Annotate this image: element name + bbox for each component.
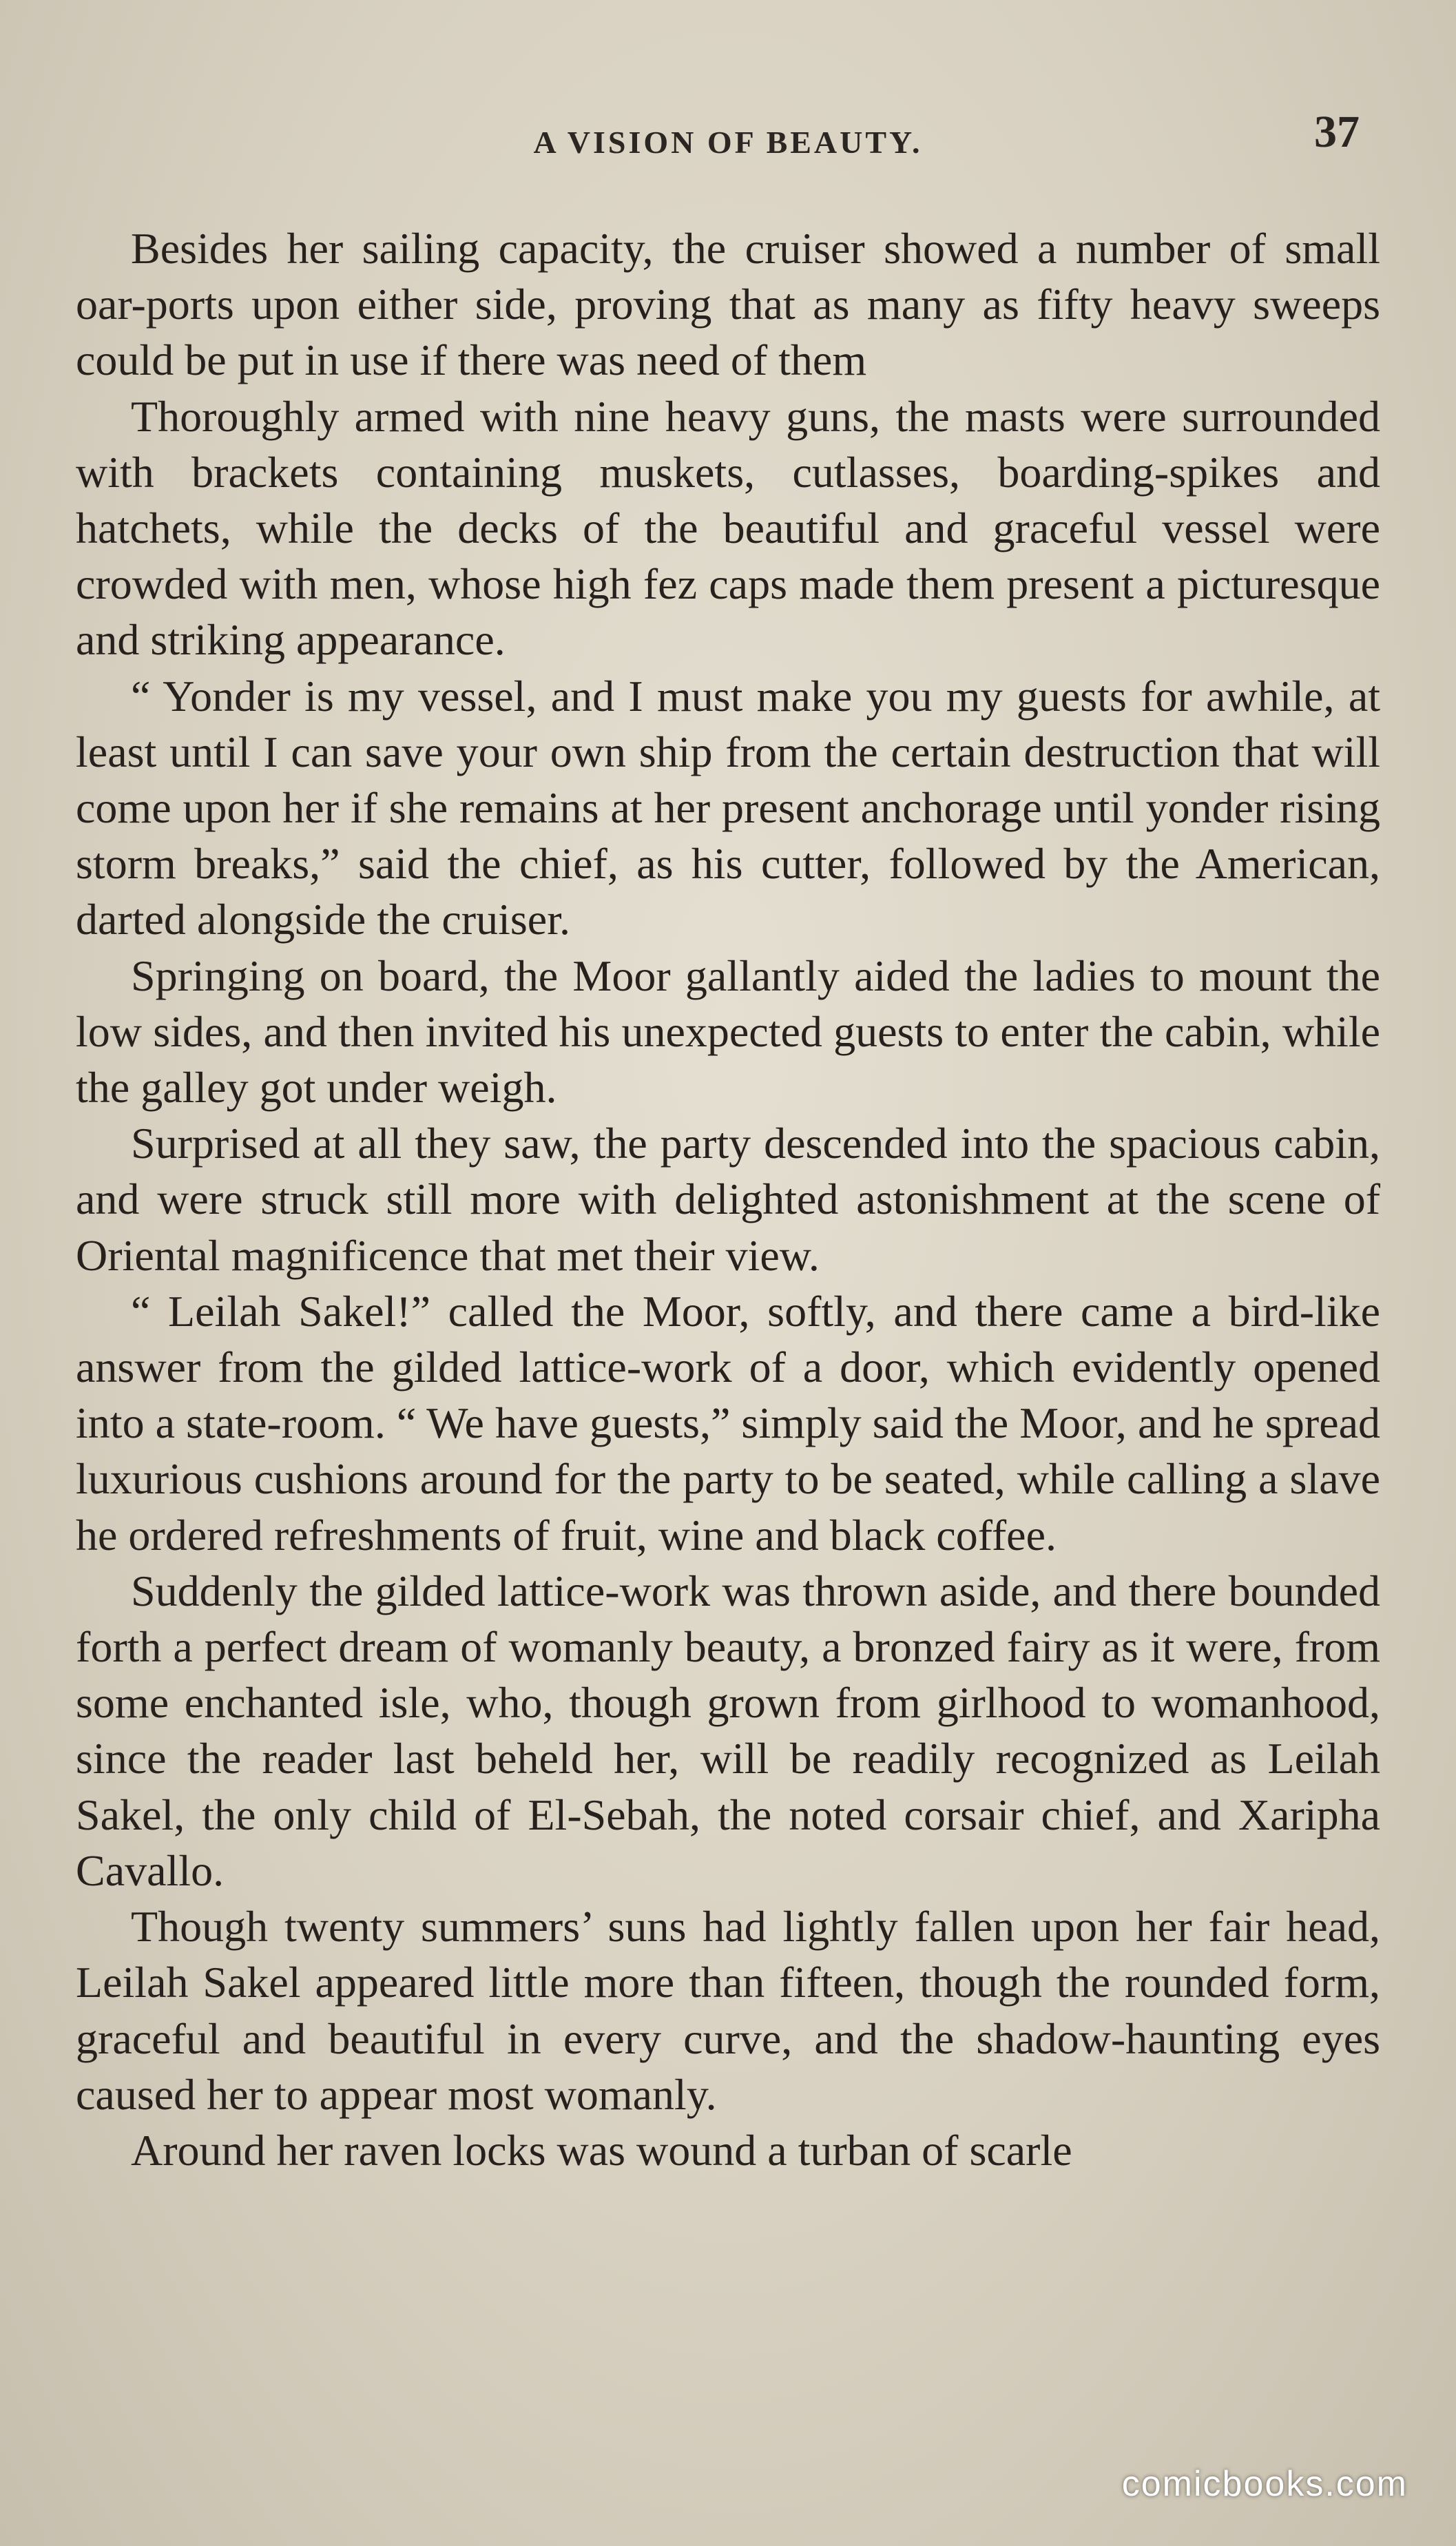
page-header [76,103,1380,179]
paragraph: Thoroughly armed with nine heavy guns, the masts were surrounded with brackets containing muskets, cutlasses, boarding-spikes and hatchets, while the decks of the beautiful and graceful vessel were crowded with men, whose high fez caps made them present a picturesque and striking appearance. [76,391,1380,665]
paragraph: Though twenty summers’ suns had lightly fallen upon her fair head, Leilah Sakel appeared little more than fifteen, though the rounded form, graceful and beautiful in every curve, and the shadow-haunting eyes caused her to appear most womanly. [76,1902,1380,2119]
watermark: comicbooks.com [1121,2464,1408,2504]
paragraph: Around her raven locks was wound a turban of scarle [131,2125,1072,2175]
running-title: A VISION OF BEAUTY. [533,125,923,160]
paragraph: “ Yonder is my vessel, and I must make you my guests for awhile, at least until I can save your own ship from the certain destruction that will come upon her if she remains at her present anchorage until yonder rising storm breaks,” said the chief, as his cutter, followed by the American, darted alongside the cruiser. [76,671,1380,944]
paragraph: Suddenly the gilded lattice-work was thrown aside, and there bounded forth a perfect dream of womanly beauty, a bronzed fairy as it were, from some enchanted isle, who, though grown from girlhood to womanhood, since the reader last beheld her, will be readily recognized as Leilah Sakel, the only child of El-Sebah, the noted corsair chief, and Xaripha Cavallo. [76,1566,1380,1895]
paragraph: Surprised at all they saw, the party descended into the spacious cabin, and were struck still more with delighted astonishment at the scene of Oriental magnificence that met their view. [76,1119,1380,1280]
paragraph: Besides her sailing capacity, the cruiser showed a number of small oar-ports upon either side, proving that as many as fifty heavy sweeps could be put in use if there was need of them [76,224,1380,385]
paragraph: “ Leilah Sakel!” called the Moor, softly, and there came a bird-like answer from the gilded lattice-work of a door, which evidently opened into a state-room. “ We have guests,” simply said the Moor, and he spread luxurious cushions around for the party to be seated, while calling a slave he ordered refreshments of fruit, wine and black coffee. [76,1286,1380,1560]
paragraph: Springing on board, the Moor gallantly aided the ladies to mount the low sides, and then invited his unexpected guests to enter the cabin, while the galley got under weigh. [76,951,1380,1112]
page-number: 37 [1314,107,1360,157]
body-text [76,220,1380,2178]
